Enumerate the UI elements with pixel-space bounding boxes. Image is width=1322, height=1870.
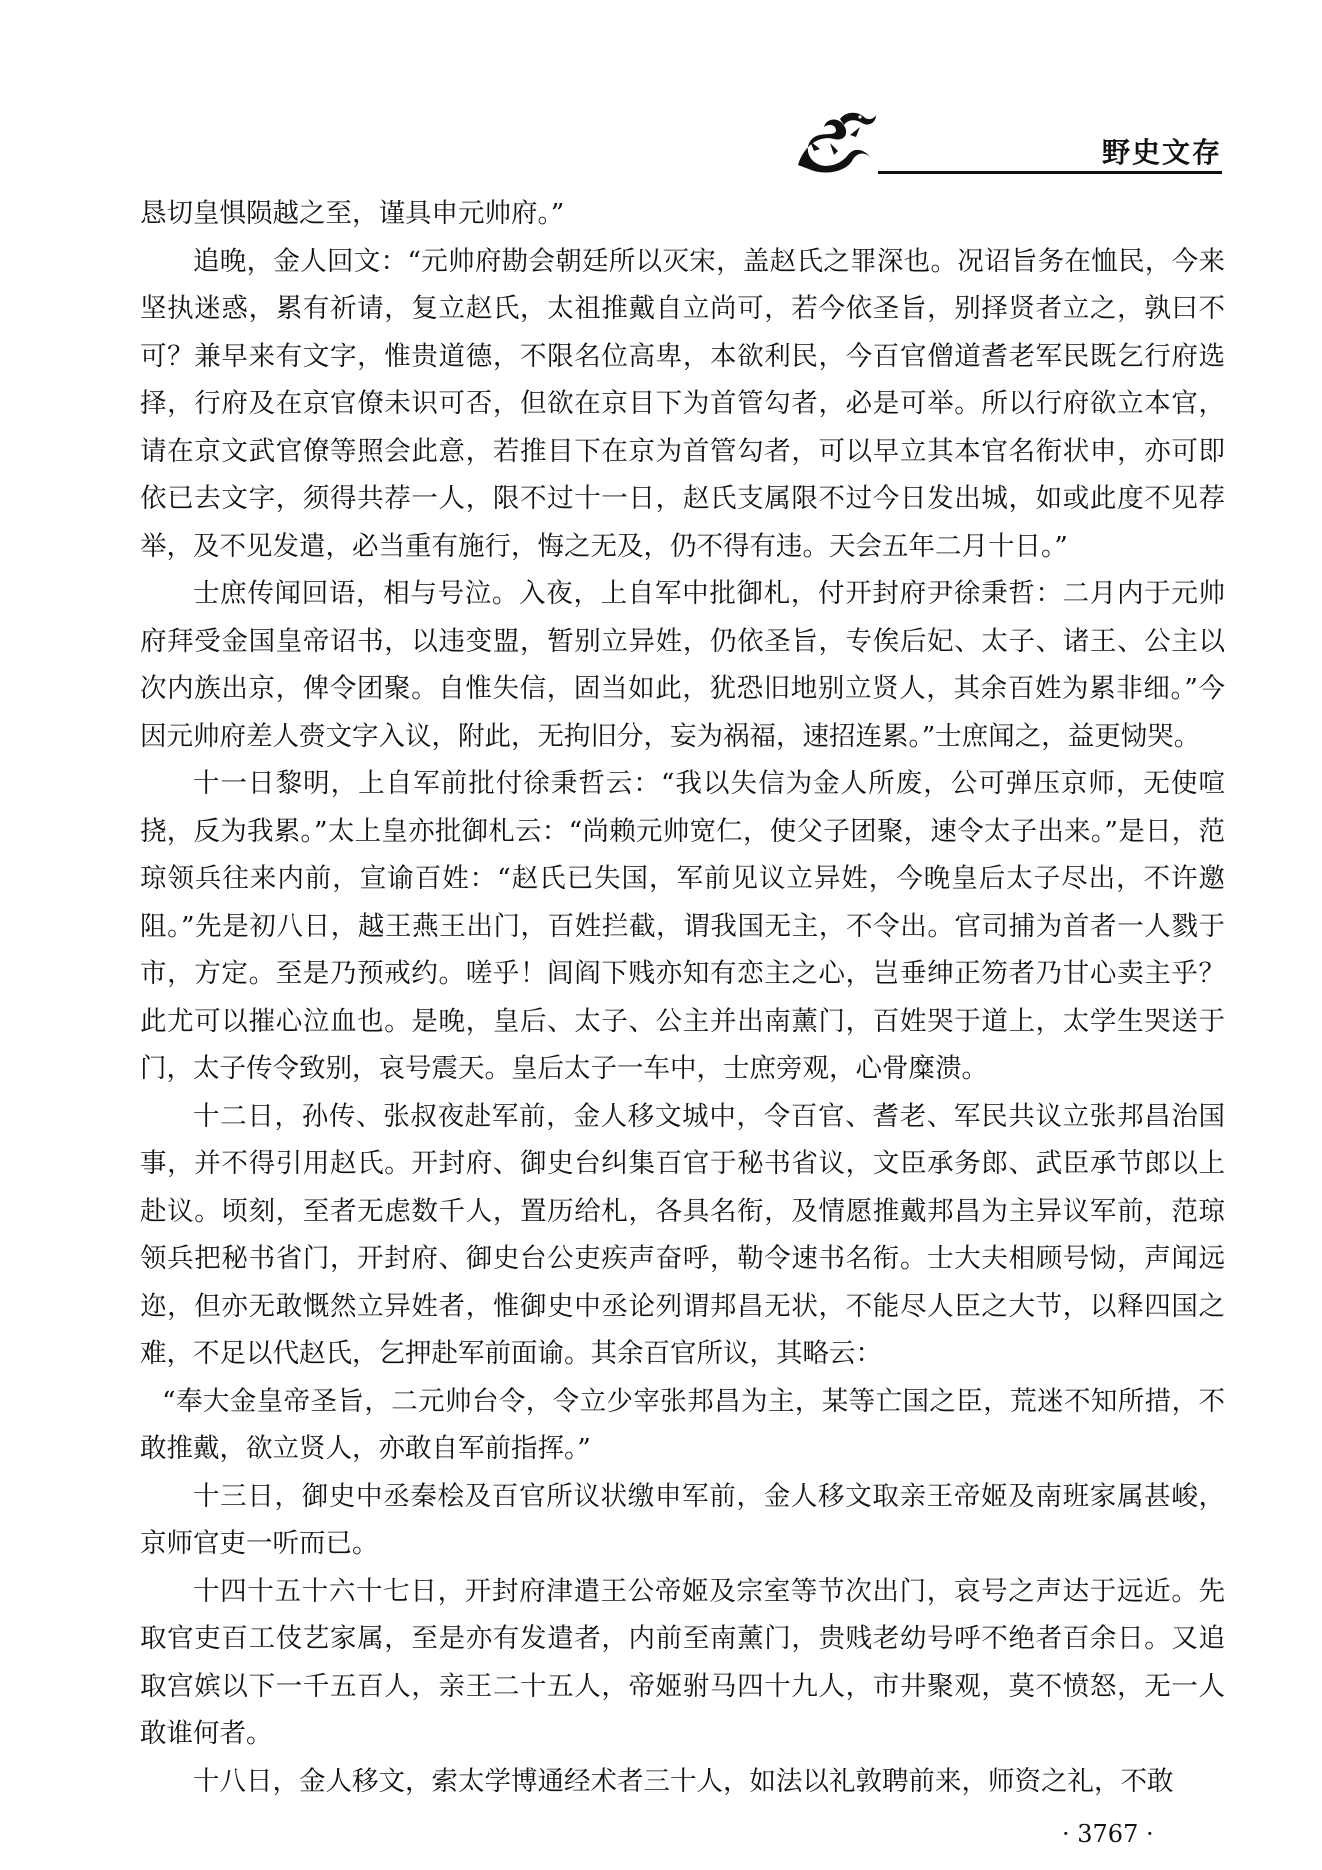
header-rule [878,171,1222,174]
quoted-paragraph: “奉大金皇帝圣旨，二元帅台令，令立少宰张邦昌为主，某等亡国之臣，荒迷不知所措，不敢推戴，欲立贤人，亦敢自军前指挥。” [140,1385,1225,1464]
paragraph: 士庶传闻回语，相与号泣。入夜，上自军中批御札，付开封府尹徐秉哲：二月内于元帅府拜受金国皇帝诏书，以违变盟，暂别立异姓，仍依圣旨，专俟后妃、太子、诸王、公主以次内族出京，俾令团聚。自惟失信，固当如此，犹恐旧地别立贤人，其余百姓为累非细。”今因元帅府差人赍文字入议，附此，无拘旧分，妄为祸福，速招连累。”士庶闻之，益更恸哭。 [140,578,1225,752]
page-number: · 3767 · [1062,1820,1154,1848]
paragraph: 恳切皇惧陨越之至，谨具申元帅府。” [140,198,565,229]
dragon-emblem-icon [790,105,880,177]
paragraph: 追晚，金人回文：“元帅府勘会朝廷所以灭宋，盖赵氏之罪深也。况诏旨务在恤民，今来坚执迷惑，累有祈请，复立赵氏，太祖推戴自立尚可，若今依圣旨，别择贤者立之，孰曰不可？兼早来有文字，惟贵道德，不限名位高卑，本欲利民，今百官僧道耆老军民既乞行府选择，行府及在京官僚未识可否，但欲在京目下为首管勾者，必是可举。所以行府欲立本官，请在京文武官僚等照会此意，若推目下在京为首管勾者，可以早立其本官名衔状申，亦可即依已去文字，须得共荐一人，限不过十一日，赵氏支属限不过今日发出城，如或此度不见荐举，及不见发遣，必当重有施行，悔之无及，仍不得有违。天会五年二月十日。” [140,245,1225,562]
paragraph: 十四十五十六十七日，开封府津遣王公帝姬及宗室等节次出门，哀号之声达于远近。先取官吏百工伎艺家属，至是亦有发遣者，内前至南薰门，贵贱老幼号呼不绝者百余日。又追取宫嫔以下一千五百人，亲王二十五人，帝姬驸马四十九人，市井聚观，莫不愤怒，无一人敢谁何者。 [140,1575,1225,1749]
series-title: 野史文存 [1101,136,1222,169]
paragraph: 十三日，御史中丞秦桧及百官所议状缴申军前，金人移文取亲王帝姬及南班家属甚峻，京师官吏一听而已。 [140,1480,1225,1559]
page-header [790,105,1222,185]
paragraph: 十八日，金人移文，索太学博通经术者三十人，如法以礼敦聘前来，师资之礼，不敢 [193,1765,1174,1797]
paragraph: 十二日，孙传、张叔夜赴军前，金人移文城中，令百官、耆老、军民共议立张邦昌治国事，并不得引用赵氏。开封府、御史台纠集百官于秘书省议，文臣承务郎、武臣承节郎以上赴议。顷刻，至者无虑数千人，置历给札，各具名衔，及情愿推戴邦昌为主异议军前，范琼领兵把秘书省门，开封府、御史台公吏疾声奋呼，勒令速书名衔。士大夫相顾号恸，声闻远迩，但亦无敢慨然立异姓者，惟御史中丞论列谓邦昌无状，不能尽人臣之大节，以释四国之难，不足以代赵氏，乞押赴军前面谕。其余百官所议，其略云： [140,1100,1225,1369]
paragraph: 十一日黎明，上自军前批付徐秉哲云：“我以失信为金人所废，公可弹压京师，无使喧挠，反为我累。”太上皇亦批御札云：“尚赖元帅宽仁，使父子团聚，速令太子出来。”是日，范琼领兵往来内前，宣谕百姓：“赵氏已失国，军前见议立异姓，今晚皇后太子尽出，不许邀阻。”先是初八日，越王燕王出门，百姓拦截，谓我国无主，不令出。官司捕为首者一人戮于市，方定。至是乃预戒约。嗟乎！闾阎下贱亦知有恋主之心，岂垂绅正笏者乃甘心卖主乎？此尤可以摧心泣血也。是晚，皇后、太子、公主并出南薰门，百姓哭于道上，太学生哭送于门，太子传令致别，哀号震天。皇后太子一车中，士庶旁观，心骨糜溃。 [140,768,1225,1084]
body-text [140,190,1225,1805]
